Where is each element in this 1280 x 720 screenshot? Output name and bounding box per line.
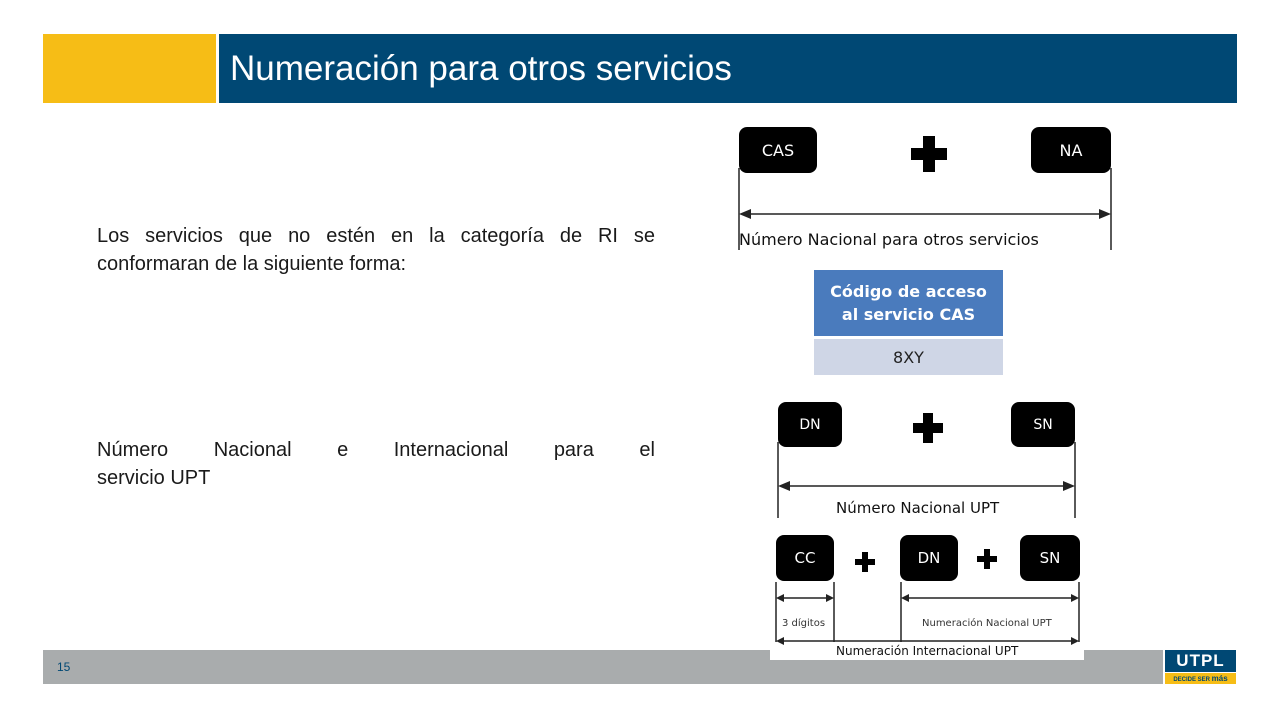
word: Internacional bbox=[393, 439, 509, 461]
diagram2-caption: Número Nacional UPT bbox=[836, 499, 1000, 517]
utpl-logo-tagline bbox=[1165, 673, 1236, 684]
national-numbering-label: Numeración Nacional UPT bbox=[922, 618, 1052, 629]
diagram-national-other-services bbox=[725, 120, 1125, 255]
cc-box: CC bbox=[776, 535, 834, 581]
paragraph-upt-line2: servicio UPT bbox=[97, 467, 211, 489]
dn-box: DN bbox=[900, 535, 958, 581]
plus-icon bbox=[855, 552, 875, 572]
tagline-ser: SER bbox=[1197, 677, 1210, 683]
plus-icon bbox=[913, 413, 943, 443]
cas-table-header-line2: al servicio CAS bbox=[841, 305, 976, 324]
cas-box: CAS bbox=[739, 127, 817, 173]
word: Número bbox=[97, 439, 169, 461]
plus-icon bbox=[977, 549, 997, 569]
diagram-national-upt bbox=[768, 398, 1088, 520]
word: Nacional bbox=[213, 439, 292, 461]
dn-box: DN bbox=[778, 402, 842, 447]
diagram-international-upt bbox=[770, 532, 1084, 660]
cas-table-value: 8XY bbox=[814, 339, 1003, 375]
diagram3-caption: Numeración Internacional UPT bbox=[836, 644, 1019, 658]
three-digits-label: 3 dígitos bbox=[782, 618, 826, 629]
paragraph-upt-line1 bbox=[97, 436, 655, 464]
paragraph-other-services: Los servicios que no estén en la categoría de RI se conformaran de la siguiente forma: bbox=[97, 225, 655, 275]
header-accent-block bbox=[43, 34, 216, 103]
word: para bbox=[553, 439, 594, 461]
page-number: 15 bbox=[57, 660, 71, 674]
na-box: NA bbox=[1031, 127, 1111, 173]
cas-table-header bbox=[814, 270, 1003, 336]
cas-table-header-line1: Código de acceso bbox=[830, 282, 987, 301]
tagline-mas: más bbox=[1211, 674, 1228, 683]
word: e bbox=[337, 439, 349, 461]
sn-box: SN bbox=[1020, 535, 1080, 581]
sn-box: SN bbox=[1011, 402, 1075, 447]
paragraph-upt-service bbox=[97, 436, 655, 492]
utpl-logo-wordmark: UTPL bbox=[1165, 650, 1236, 672]
diagram1-caption: Número Nacional para otros servicios bbox=[739, 230, 1039, 249]
plus-icon bbox=[911, 136, 947, 172]
utpl-logo bbox=[1163, 648, 1238, 686]
word: el bbox=[639, 439, 655, 461]
slide-title: Numeración para otros servicios bbox=[230, 49, 732, 88]
tagline-prefix: DECIDE bbox=[1173, 677, 1196, 683]
